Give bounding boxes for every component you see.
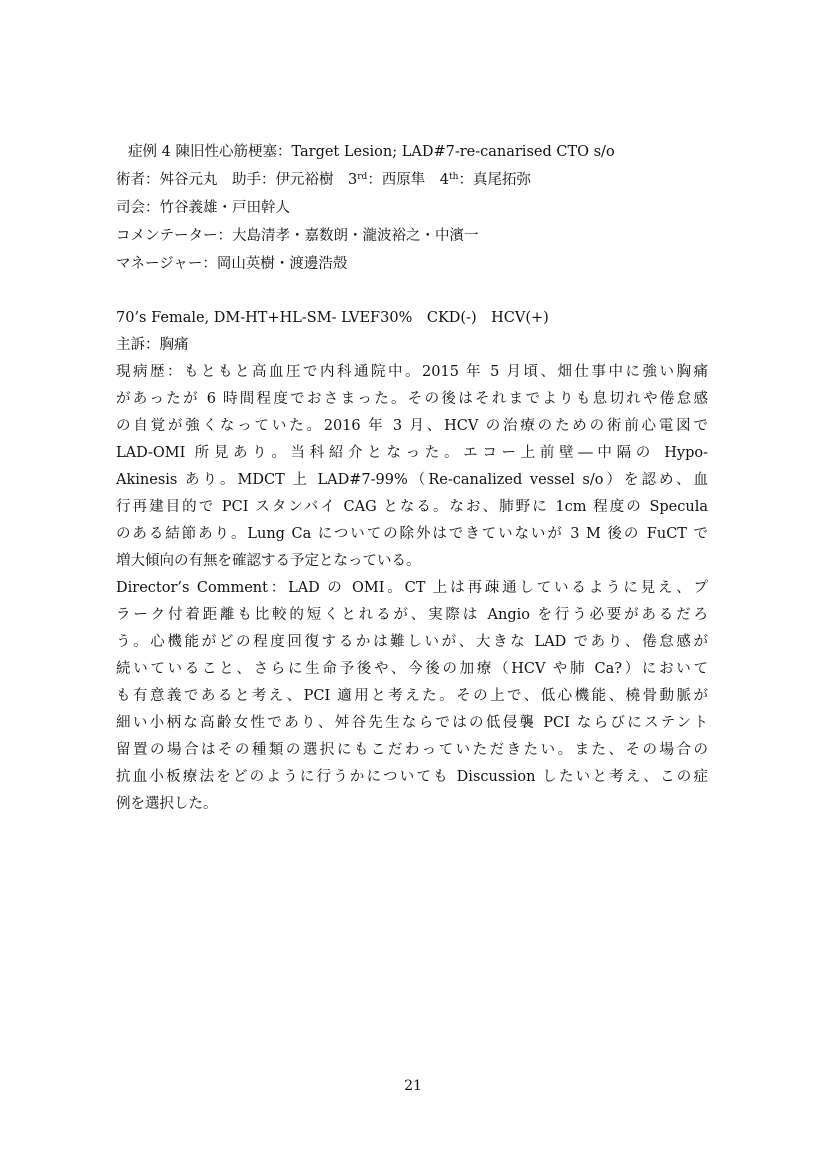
comment-line: 抗血小板療法をどのように行うかについても Discussion したいと考え、この症 bbox=[116, 769, 708, 785]
comment-line: う。心機能がどの程度回復するかは難しいが、大きな LAD であり、倦怠感が bbox=[116, 634, 708, 650]
history-line: のある結節あり。Lung Ca についての除外はできていないが 3 M 後の FuCT で bbox=[116, 526, 708, 542]
comment-line: 細い小柄な高齢女性であり、舛谷先生ならではの低侵襲 PCI ならびにステント bbox=[116, 715, 708, 731]
history-line: LAD-OMI 所見あり。当科紹介となった。エコー上前壁―中隔の Hypo- bbox=[116, 445, 708, 461]
chief-complaint: 主訴：胸痛 bbox=[116, 337, 189, 353]
case-title: 症例 4 陳旧性心筋梗塞：Target Lesion; LAD#7-re-canarised CTO s/o bbox=[128, 144, 615, 160]
moderators-line: 司会：竹谷義雄・戸田幹人 bbox=[116, 200, 290, 216]
history-line: があったが 6 時間程度でおさまった。その後はそれまでよりも息切れや倦怠感 bbox=[116, 391, 708, 407]
managers-line: マネージャー：岡山英樹・渡邊浩殻 bbox=[116, 256, 348, 272]
commentators-line: コメンテーター：大島清孝・嘉数朗・瀧波裕之・中濱一 bbox=[116, 228, 479, 244]
fourth-assistant: ：真尾拓弥 bbox=[458, 172, 531, 188]
fourth-superscript: th bbox=[449, 172, 459, 182]
history-line: 行再建目的で PCI スタンバイ CAG となる。なお、肺野に 1cm 程度の Specula bbox=[116, 499, 708, 515]
comment-line: 留置の場合はその種類の選択にもこだわっていただきたい。また、その場合の bbox=[116, 742, 708, 758]
comment-line: Director’s Comment：LAD の OMI。CT 上は再疎通しているように見え、プ bbox=[116, 580, 708, 596]
comment-line: 続いていること、さらに生命予後や、今後の加療（HCV や肺 Ca?）において bbox=[116, 661, 708, 677]
comment-line: 例を選択した。 bbox=[116, 796, 218, 812]
history-line: Akinesis あり。MDCT 上 LAD#7-99%（Re-canalized vessel s/o）を認め、血 bbox=[116, 472, 708, 488]
comment-line: も有意義であると考え、PCI 適用と考えた。その上で、低心機能、橈骨動脈が bbox=[116, 688, 708, 704]
history-line: 現病歴：もともと高血圧で内科通院中。2015 年 5 月頃、畑仕事中に強い胸痛 bbox=[116, 364, 708, 380]
operators-main: 術者：舛谷元丸 助手：伊元裕樹 3 bbox=[116, 172, 358, 188]
patient-profile: 70’s Female, DM-HT+HL-SM- LVEF30% CKD(-) HCV(+) bbox=[116, 310, 549, 326]
operators-line bbox=[116, 168, 531, 192]
third-assistant: ：西原隼 4 bbox=[367, 172, 450, 188]
history-line: 増大傾向の有無を確認する予定となっている。 bbox=[116, 553, 421, 569]
comment-line: ラーク付着距離も比較的短くとれるが、実際は Angio を行う必要があるだろ bbox=[116, 607, 708, 623]
page-number: 21 bbox=[404, 1078, 422, 1094]
history-line: の自覚が強くなっていた。2016 年 3 月、HCV の治療のための術前心電図で bbox=[116, 418, 708, 434]
third-superscript: rd bbox=[357, 172, 368, 182]
